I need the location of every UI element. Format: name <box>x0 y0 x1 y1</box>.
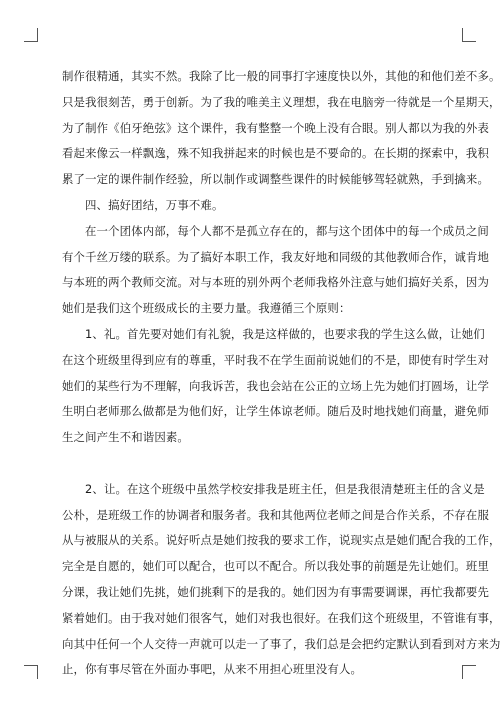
text-line: 看起来像云一样飘逸，殊不知我拼起来的时候也是不要命的。在长期的探索中，我积 <box>62 146 490 161</box>
document-body <box>62 64 501 683</box>
text-line: 在一个团体内部，每个人都不是孤立存在的，都与这个团体中的每一个成员之间 <box>85 223 489 238</box>
text-line: 有个千丝万缕的联系。为了搞好本职工作，我友好地和同级的其他教师合作，诚肯地 <box>62 249 490 264</box>
text-line <box>62 451 440 477</box>
crop-mark-bottom-left <box>24 665 38 679</box>
text-line: 她们是我们这个班级成长的主要力量。我遵循三个原则： <box>62 301 351 316</box>
text-line: 为了制作《伯牙绝弦》这个课件，我有整整一个晚上没有合眼。别人都以为我的外表 <box>62 120 490 135</box>
text-line: 在这个班级里得到应有的尊重，平时我不在学生面前说她们的不是，即使有时学生对 <box>62 352 490 367</box>
text-line: 生明白老师那么做都是为他们好，让学生体谅老师。随后及时地找她们商量，避免师 <box>62 404 490 419</box>
text-line: 止，你有事尽管在外面办事吧，从来不用担心班里没有人。 <box>62 662 363 677</box>
text-line: 制作很精通，其实不然。我除了比一般的同事打字速度快以外，其他的和他们差不多。 <box>62 69 501 83</box>
crop-mark-top-right <box>462 28 476 42</box>
text-line: 分课，我让她们先挑，她们挑剩下的是我的。她们因为有事需要调课，再忙我都要先 <box>62 584 490 599</box>
crop-mark-top-left <box>24 28 38 42</box>
text-line: 向其中任何一个人交待一声就可以走一了事了，我们总是会把约定默认到看到对方来为 <box>62 636 501 651</box>
text-line: 与本班的两个教师交流。对与本班的别外两个老师我格外注意与她们搞好关系，因为 <box>62 275 490 290</box>
crop-mark-bottom-right <box>462 665 476 679</box>
text-line: 她们的某些行为不理解，向我诉苦，我也会站在公正的立场上先为她们打圆场，让学 <box>62 378 490 393</box>
text-line: 2、让。在这个班级中虽然学校安排我是班主任，但是我很清楚班主任的含义是 <box>85 481 485 496</box>
text-line: 累了一定的课件制作经验，所以制作或调整些课件的时候能够驾轻就熟，手到擒来。 <box>62 172 490 187</box>
text-line: 从与被服从的关系。说好听点是她们按我的要求工作，说现实点是她们配合我的工作， <box>62 533 501 548</box>
text-line: 四、搞好团结，万事不难。 <box>85 197 224 212</box>
text-line: 1、礼。首先要对她们有礼貌，我是这样做的，也要求我的学生这么做，让她们 <box>85 326 485 341</box>
text-line: 只是我很刻苦，勇于创新。为了我的唯美主义理想，我在电脑旁一待就是一个星期天， <box>62 94 501 109</box>
text-line: 紧着她们。由于我对她们很客气，她们对我也很好。在我们这个班级里，不管谁有事， <box>62 610 501 625</box>
text-line: 生之间产生不和谐因素。 <box>62 430 189 445</box>
text-line: 完全是自愿的，她们可以配合，也可以不配合。所以我处事的前题是先让她们。班里 <box>62 559 490 574</box>
text-line: 公朴，是班级工作的协调者和服务者。我和其他两位老师之间是合作关系，不存在服 <box>62 507 490 522</box>
